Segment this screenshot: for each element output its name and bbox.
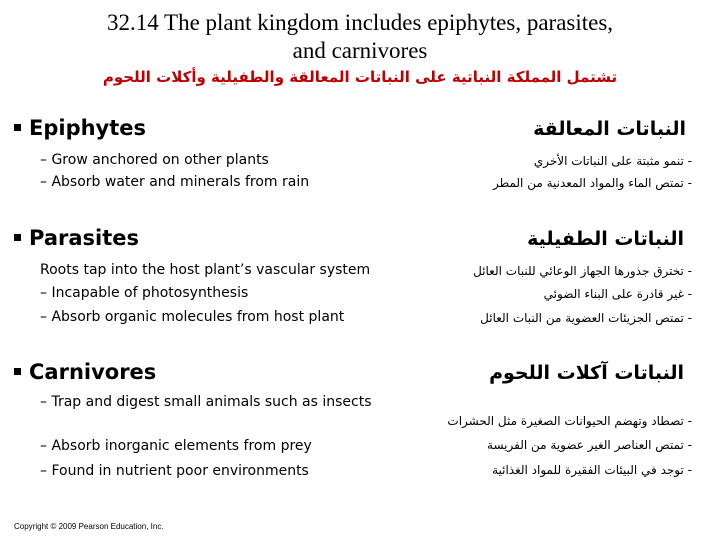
carnivores-item-2-arabic: - تمتص العناصر الغير عضوية من الفريسة	[487, 438, 692, 452]
epiphytes-item-2: – Absorb water and minerals from rain	[40, 174, 310, 190]
parasites-item-2: – Incapable of photosynthesis	[40, 285, 249, 301]
carnivores-item-3-arabic: - توجد في البيئات الفقيرة للمواد الغذائية	[492, 463, 692, 477]
parasites-item-1: Roots tap into the host plant’s vascular system	[40, 262, 371, 278]
copyright-notice: Copyright © 2009 Pearson Education, Inc.	[14, 522, 164, 531]
parasites-item-3-arabic: - تمتص الجزيئات العضوية من النبات العائل	[480, 311, 692, 325]
carnivores-item-1-arabic: - تصطاد وتهضم الحيوانات الصغيرة مثل الحشرات	[447, 414, 692, 428]
slide-title-arabic: تشتمل المملكة النباتية على النباتات المعالقة والطفيلية وأكلات اللحوم	[102, 68, 618, 86]
slide-title-line-1: 32.14 The plant kingdom includes epiphytes, parasites,	[106, 10, 614, 35]
bullet-icon	[14, 124, 21, 131]
parasites-item-2-arabic: - غير قادرة على البناء الضوئي	[543, 287, 692, 301]
bullet-icon	[14, 368, 21, 375]
epiphytes-item-1-arabic: - تنمو مثبتة على النباتات الأخري	[533, 154, 692, 168]
carnivores-item-3: – Found in nutrient poor environments	[40, 463, 309, 479]
epiphytes-item-2-arabic: - تمتص الماء والمواد المعدنية من المطر	[492, 176, 692, 190]
carnivores-heading: Carnivores	[14, 360, 156, 384]
carnivores-item-1: – Trap and digest small animals such as insects	[40, 394, 372, 410]
epiphytes-heading-arabic: النباتات المعالقة	[533, 118, 686, 140]
carnivores-heading-arabic: النباتات آكلات اللحوم	[489, 362, 684, 384]
parasites-heading-arabic: النباتات الطفيلية	[527, 228, 684, 250]
epiphytes-item-1: – Grow anchored on other plants	[40, 152, 269, 168]
epiphytes-heading: Epiphytes	[14, 116, 146, 140]
carnivores-item-2: – Absorb inorganic elements from prey	[40, 438, 312, 454]
slide-title-line-2: and carnivores	[292, 38, 428, 63]
bullet-icon	[14, 234, 21, 241]
parasites-item-3: – Absorb organic molecules from host plant	[40, 309, 345, 325]
parasites-heading: Parasites	[14, 226, 139, 250]
parasites-item-1-arabic: - تخترق جذورها الجهاز الوعائي للنبات العائل	[473, 264, 692, 278]
